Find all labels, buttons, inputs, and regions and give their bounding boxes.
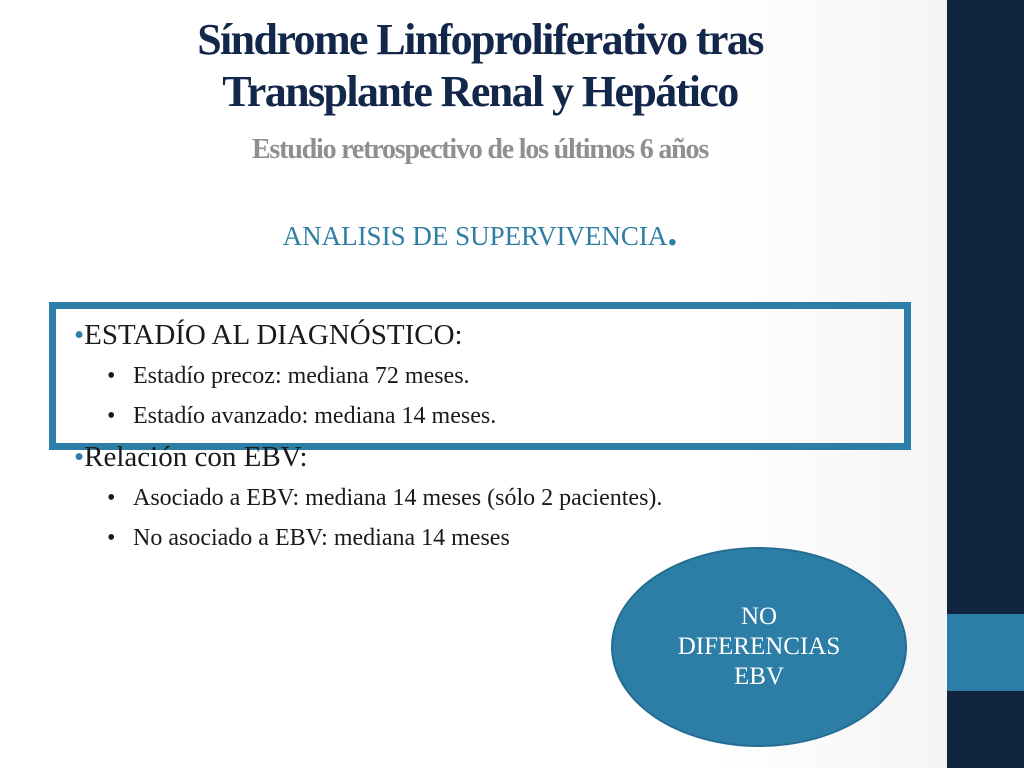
- bullet-ebv-heading: [74, 436, 934, 478]
- slide-subtitle: Estudio retrospectivo de los últimos 6 años: [251, 134, 709, 165]
- callout-line-2: DIFERENCIAS: [677, 633, 841, 660]
- sub-bullet-text: Asociado a EBV: mediana 14 meses (sólo 2 pacientes).: [133, 485, 663, 511]
- sub-bullet-text: Estadío precoz: mediana 72 meses.: [133, 363, 470, 389]
- sub-bullet-advanced-stage: [74, 396, 934, 436]
- callout-line-3: EBV: [734, 663, 784, 690]
- sub-bullet-ebv-associated: [74, 478, 934, 518]
- callout-ellipse: [611, 547, 907, 747]
- sub-bullet-marker: •: [107, 403, 116, 429]
- sub-bullet-text: No asociado a EBV: mediana 14 meses: [133, 525, 510, 551]
- sub-bullet-early-stage: [74, 356, 934, 396]
- section-heading-text: ANALISIS DE SUPERVIVENCIA: [282, 221, 668, 251]
- bullet-label: Relación con EBV:: [84, 441, 308, 473]
- title-line-1: Síndrome Linfoproliferativo tras: [197, 15, 763, 64]
- sub-bullet-marker: •: [107, 485, 116, 511]
- bullet-label: ESTADÍO AL DIAGNÓSTICO:: [84, 319, 463, 351]
- title-line-2: Transplante Renal y Hepático: [222, 67, 738, 116]
- bullet-list: [74, 314, 934, 558]
- section-heading: [0, 210, 960, 258]
- bullet-marker: •: [74, 441, 85, 473]
- bullet-marker: •: [74, 319, 85, 351]
- slide-title: [40, 14, 920, 118]
- sub-bullet-text: Estadío avanzado: mediana 14 meses.: [133, 403, 497, 429]
- bullet-stage-heading: [74, 314, 934, 356]
- section-heading-dot: .: [667, 209, 678, 254]
- callout-line-1: NO: [740, 603, 778, 630]
- sub-bullet-marker: •: [107, 363, 116, 389]
- sub-bullet-marker: •: [107, 525, 116, 551]
- decorative-sidebar-accent: [947, 614, 1024, 691]
